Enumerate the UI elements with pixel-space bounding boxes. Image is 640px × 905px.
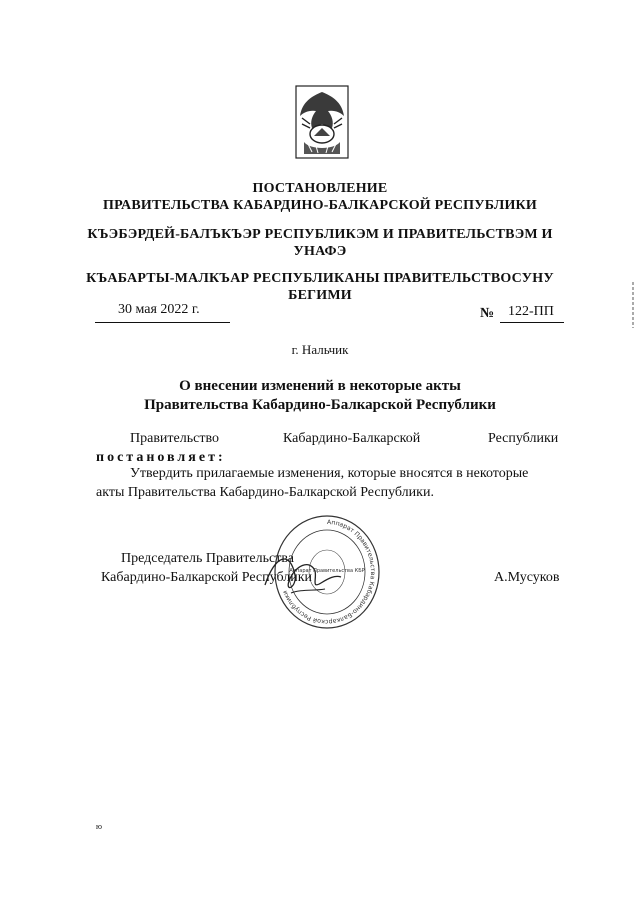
body-text-line2: акты Правительства Кабардино-Балкарской Республики.: [96, 485, 434, 500]
signer-position-line2: Кабардино-Балкарской Республики: [101, 570, 312, 585]
document-title-line1: О внесении изменений в некоторые акты: [179, 378, 461, 394]
document-date: 30 мая 2022 г.: [118, 302, 200, 317]
preamble-word-1: Правительство: [130, 431, 219, 446]
issuer-heading-krc-line2: БЕГИМИ: [288, 288, 352, 303]
edge-scan-mark: [630, 282, 636, 328]
issuer-heading-kbd-line1: КЪЭБЭРДЕЙ-БАЛЪКЪЭР РЕСПУБЛИКЭМ И ПРАВИТЕЛЬСТВЭМ И: [87, 227, 553, 242]
document-title-line2: Правительства Кабардино-Балкарской Республики: [144, 397, 496, 413]
city-line: г. Нальчик: [291, 342, 349, 357]
number-sign: №: [480, 306, 495, 321]
signer-position-line1: Председатель Правительства: [121, 551, 294, 566]
body-text-line1: Утвердить прилагаемые изменения, которые вносятся в некоторые: [130, 466, 529, 481]
preamble-word-3: Республики: [488, 431, 559, 446]
doc-type-heading: ПОСТАНОВЛЕНИЕ: [252, 181, 388, 196]
decree-word: постановляет:: [96, 450, 226, 465]
svg-text:Аппарат Правительства Кабардин: Аппарат Правительства Кабардино-Балкарской Республики: [281, 518, 376, 626]
issuer-heading-kbd-line2: УНАФЭ: [293, 244, 347, 259]
number-underline: [500, 322, 564, 323]
date-underline: [95, 322, 230, 323]
issuer-heading-ru: ПРАВИТЕЛЬСТВА КАБАРДИНО-БАЛКАРСКОЙ РЕСПУБЛИКИ: [102, 198, 538, 213]
issuer-heading-krc-line1: КЪАБАРТЫ-МАЛКЪАР РЕСПУБЛИКАНЫ ПРАВИТЕЛЬСТВОСУНУ: [86, 271, 554, 286]
preamble-word-2: Кабардино-Балкарской: [283, 431, 421, 446]
svg-text:Аппарат Правительства КБР: Аппарат Правительства КБР: [289, 568, 365, 574]
footer-mark: ю: [96, 822, 102, 831]
signer-name: А.Мусуков: [494, 570, 560, 585]
handwritten-signature: [255, 545, 345, 605]
document-number: 122-ПП: [508, 304, 554, 319]
coat-of-arms-emblem: [290, 84, 354, 162]
